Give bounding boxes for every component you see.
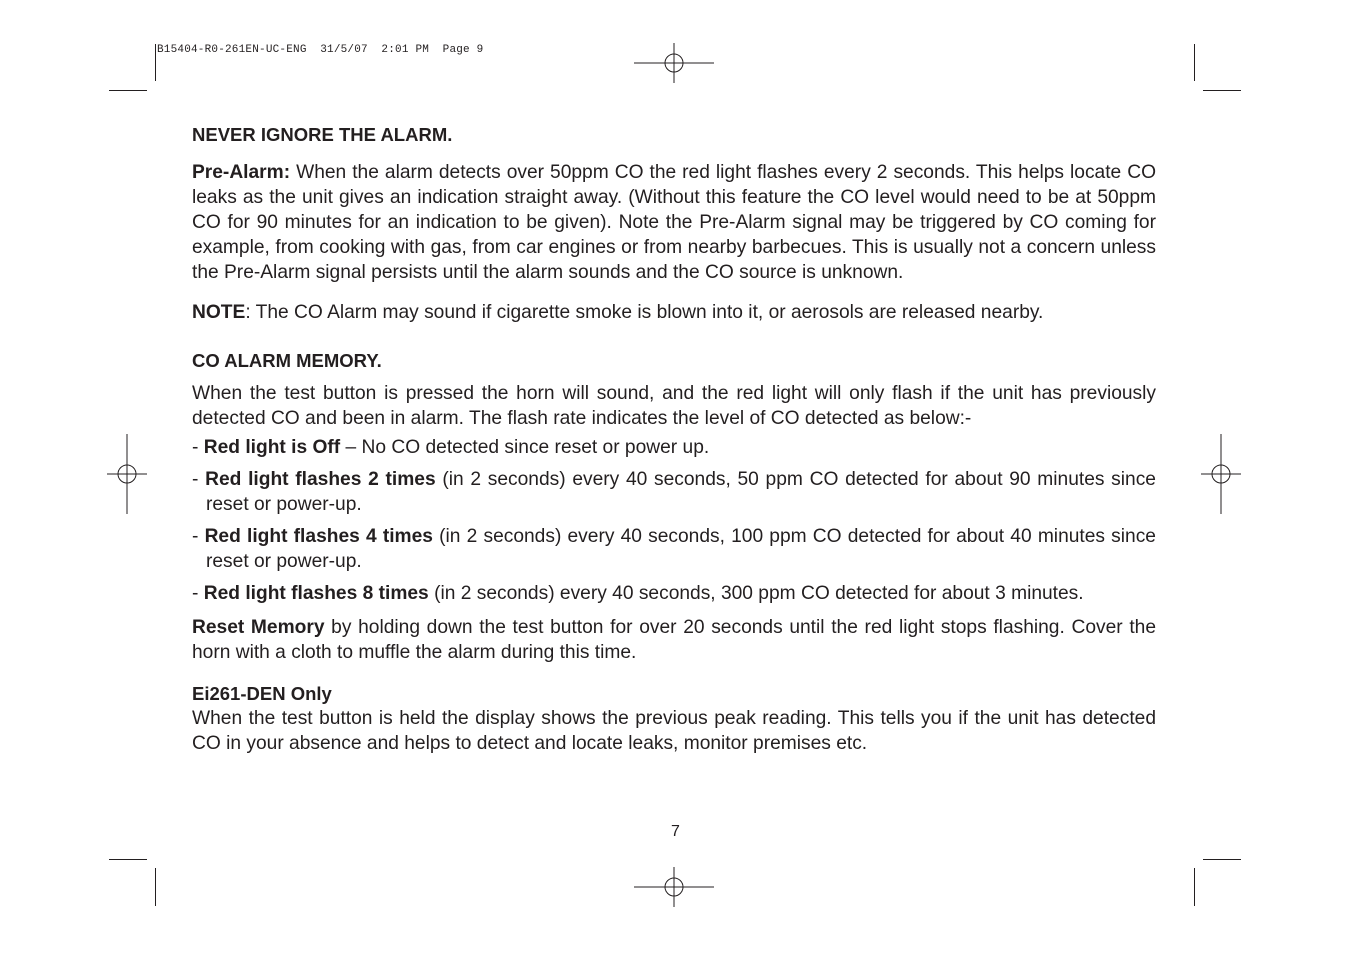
pre-alarm-paragraph xyxy=(192,160,1156,285)
reset-memory-paragraph xyxy=(192,615,1156,665)
crop-mark-bottom-left-horizontal xyxy=(109,859,147,860)
note-label: NOTE xyxy=(192,302,246,323)
memory-bullet-4-times xyxy=(192,524,1156,574)
bullet-label: Red light flashes 2 times xyxy=(205,469,436,490)
crop-mark-top-right-horizontal xyxy=(1203,90,1241,91)
crop-mark-bottom-left-vertical xyxy=(155,868,156,906)
crop-mark-top-left-horizontal xyxy=(109,90,147,91)
memory-bullet-off xyxy=(192,435,1156,460)
heading-never-ignore-alarm: NEVER IGNORE THE ALARM. xyxy=(192,124,453,145)
memory-bullet-8-times xyxy=(192,581,1156,606)
bullet-label: Red light is Off xyxy=(203,437,341,458)
bullet-label: Red light flashes 8 times xyxy=(203,583,429,604)
bullet-text: (in 2 seconds) every 40 seconds, 300 ppm CO detected for about 3 minutes. xyxy=(428,583,1084,604)
reset-memory-label: Reset Memory xyxy=(192,617,325,638)
pre-alarm-label: Pre-Alarm: xyxy=(192,162,291,183)
memory-intro-paragraph: When the test button is pressed the horn will sound, and the red light will only flash if the unit has previously detected CO and been in alarm. The flash rate indicates the level of CO detected as below:- xyxy=(192,383,1156,429)
bullet-dash: - xyxy=(192,526,205,547)
bullet-dash: - xyxy=(192,437,204,458)
ei261-paragraph: When the test button is held the display shows the previous peak reading. This tells you if the unit has detected CO in your absence and helps to detect and locate leaks, monitor premises etc. xyxy=(192,708,1156,754)
bullet-dash: - xyxy=(192,469,206,490)
heading-co-alarm-memory: CO ALARM MEMORY. xyxy=(192,350,382,371)
bullet-text: (in 2 seconds) every 40 seconds, 50 ppm CO detected for about 90 minutes since reset or power-up. xyxy=(206,469,1156,515)
note-paragraph xyxy=(192,300,1156,325)
print-slug: B15404-R0-261EN-UC-ENG 31/5/07 2:01 PM Page 9 xyxy=(157,44,484,56)
registration-mark-bottom xyxy=(634,867,714,907)
registration-mark-right xyxy=(1201,434,1241,514)
bullet-text: (in 2 seconds) every 40 seconds, 100 ppm CO detected for about 40 minutes since reset or power-up. xyxy=(206,526,1156,572)
crop-mark-top-right-vertical xyxy=(1194,44,1195,81)
registration-mark-left xyxy=(107,434,147,514)
pre-alarm-text: When the alarm detects over 50ppm CO the red light flashes every 2 seconds. This helps locate CO leaks as the unit gives an indication straight away. (Without this feature the CO level would need to be at 50ppm CO for 90 minutes for an indication to be given). Note the Pre-Alarm signal may be triggered by CO coming for example, from cooking with gas, from car engines or from nearby barbecues. This is usually not a concern unless the Pre-Alarm signal persists until the alarm sounds and the CO source is unknown. xyxy=(192,162,1156,283)
note-text: : The CO Alarm may sound if cigarette smoke is blown into it, or aerosols are released nearby. xyxy=(245,302,1044,323)
crop-mark-bottom-right-vertical xyxy=(1194,868,1195,906)
crop-mark-bottom-right-horizontal xyxy=(1203,859,1241,860)
crop-mark-top-left-vertical xyxy=(155,44,156,81)
bullet-label: Red light flashes 4 times xyxy=(204,526,433,547)
bullet-dash: - xyxy=(192,583,204,604)
page-number: 7 xyxy=(671,823,680,840)
bullet-text: – No CO detected since reset or power up. xyxy=(340,437,710,458)
document-body xyxy=(192,122,1156,756)
memory-bullet-2-times xyxy=(192,467,1156,517)
reset-memory-text: by holding down the test button for over 20 seconds until the red light stops flashing. Cover the horn with a cloth to muffle the alarm during this time. xyxy=(192,617,1157,663)
registration-mark-top xyxy=(634,43,714,83)
heading-ei261-den-only: Ei261-DEN Only xyxy=(192,683,332,704)
